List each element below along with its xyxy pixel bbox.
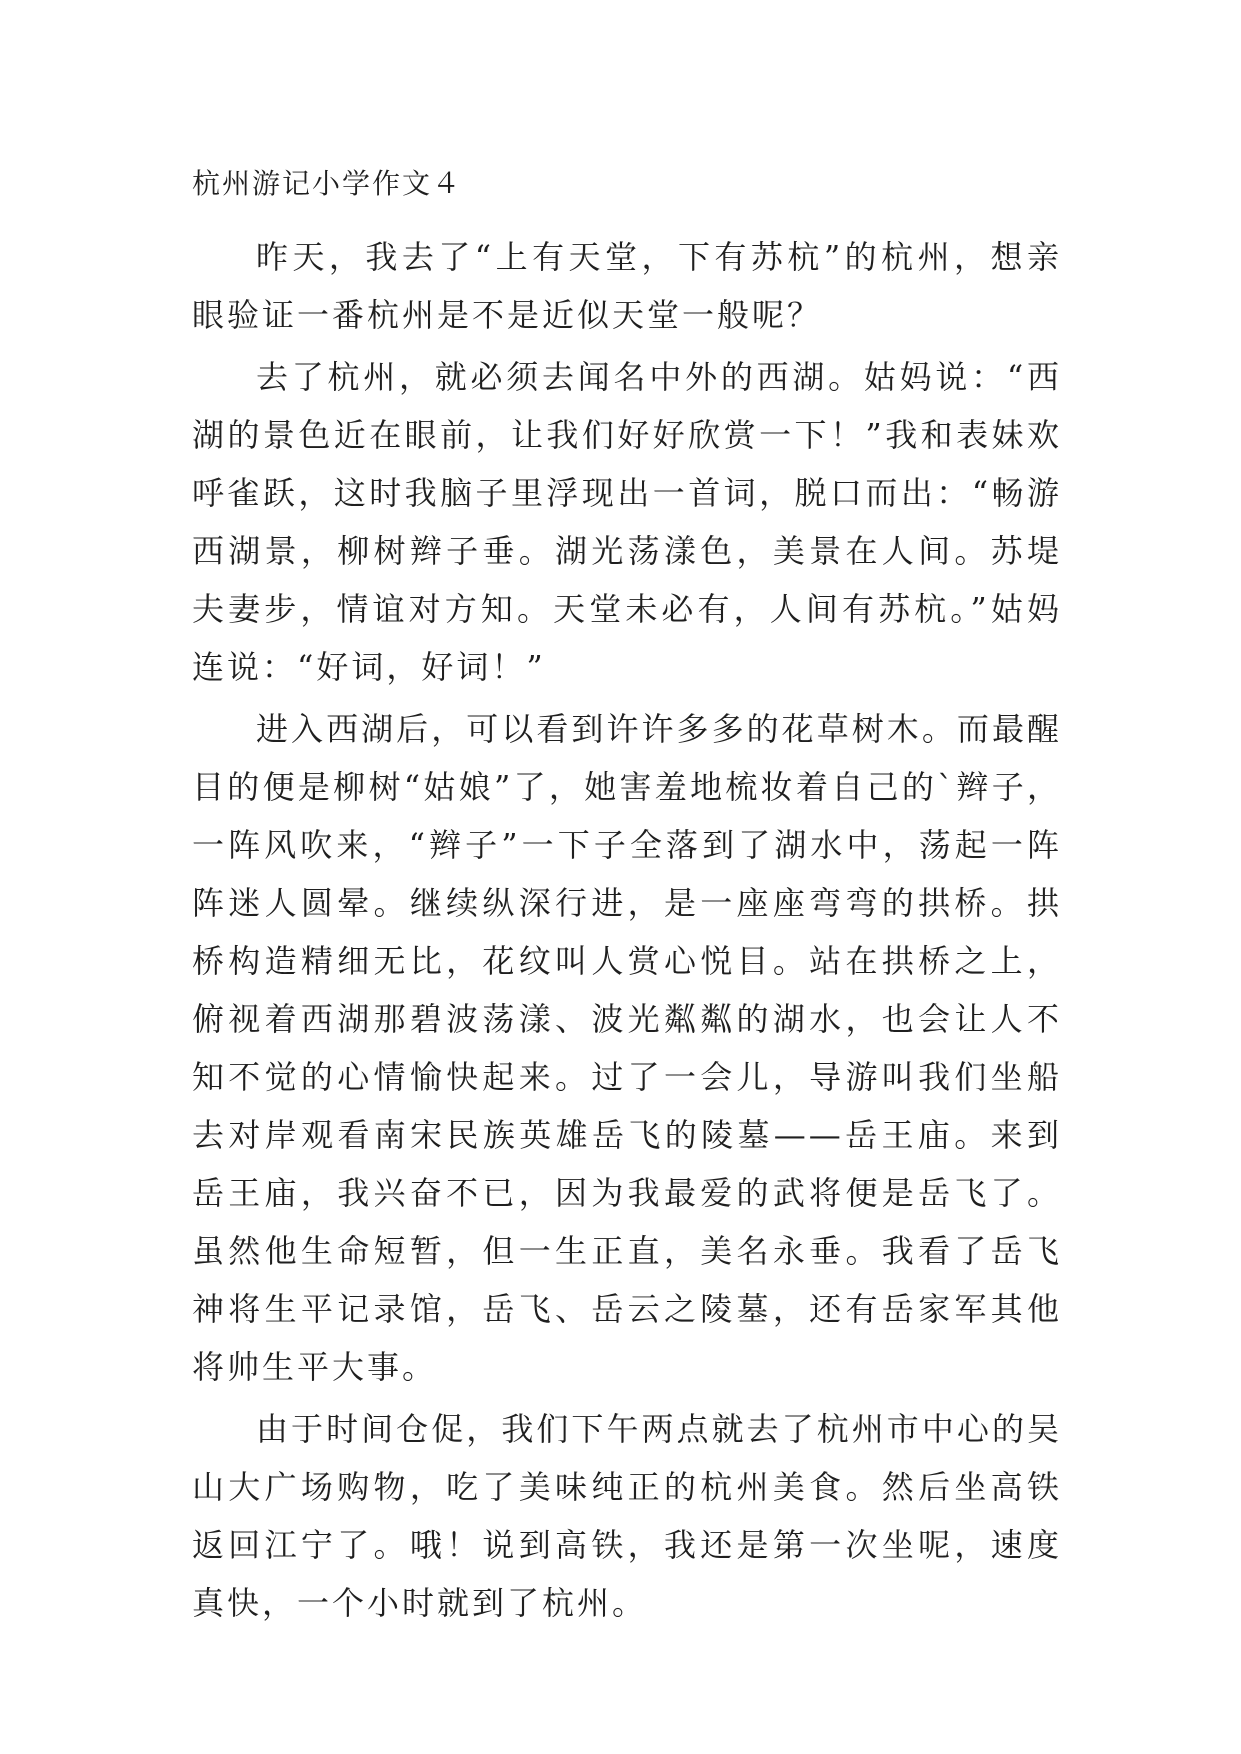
document-body bbox=[192, 166, 1062, 1636]
paragraph-2: 去了杭州，就必须去闻名中外的西湖。姑妈说：“西湖的景色近在眼前，让我们好好欣赏一下！”我和表妹欢呼雀跃，这时我脑子里浮现出一首词，脱口而出：“畅游西湖景，柳树辫子垂。湖光荡漾色，美景在人间。苏堤夫妻步，情谊对方知。天堂未必有，人间有苏杭。”姑妈连说：“好词，好词！” bbox=[192, 358, 1062, 686]
paragraph-4: 由于时间仓促，我们下午两点就去了杭州市中心的吴山大广场购物，吃了美味纯正的杭州美食。然后坐高铁返回江宁了。哦！说到高铁，我还是第一次坐呢，速度真快，一个小时就到了杭州。 bbox=[192, 1410, 1062, 1622]
document-title: 杭州游记小学作文４ bbox=[192, 167, 463, 200]
paragraph-1: 昨天，我去了“上有天堂，下有苏杭”的杭州，想亲眼验证一番杭州是不是近似天堂一般呢？ bbox=[192, 238, 1062, 334]
paragraph-3: 进入西湖后，可以看到许许多多的花草树木。而最醒目的便是柳树“姑娘”了，她害羞地梳妆着自己的`辫子，一阵风吹来，“辫子”一下子全落到了湖水中，荡起一阵阵迷人圆晕。继续纵深行进，是一座座弯弯的拱桥。拱桥构造精细无比，花纹叫人赏心悦目。站在拱桥之上，俯视着西湖那碧波荡漾、波光粼粼的湖水，也会让人不知不觉的心情愉快起来。过了一会儿，导游叫我们坐船去对岸观看南宋民族英雄岳飞的陵墓——岳王庙。来到岳王庙，我兴奋不已，因为我最爱的武将便是岳飞了。虽然他生命短暂，但一生正直，美名永垂。我看了岳飞神将生平记录馆，岳飞、岳云之陵墓，还有岳家军其他将帅生平大事。 bbox=[192, 710, 1062, 1386]
